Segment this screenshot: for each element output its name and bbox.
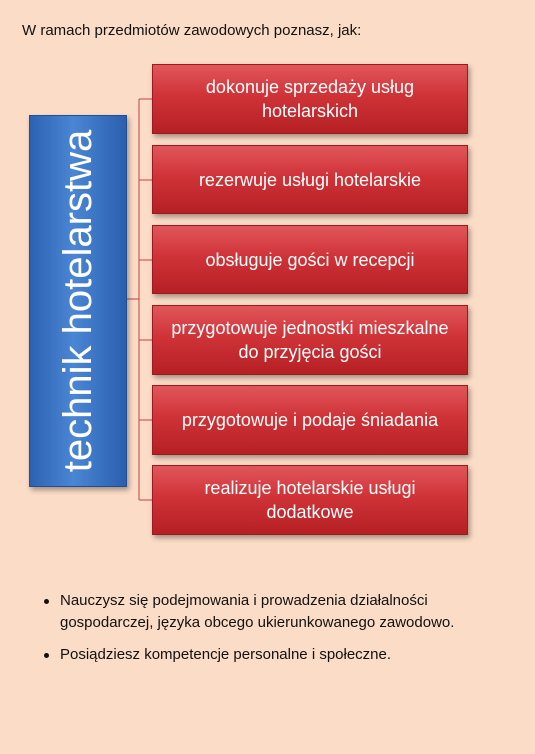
diagram-child-node-reservations: rezerwuje usługi hotelarskie bbox=[152, 145, 468, 214]
diagram-child-node-additional-services: realizuje hotelarskie usługi dodatkowe bbox=[152, 465, 468, 535]
diagram-child-node-rooms: przygotowuje jednostki mieszkalne do przyjęcia gości bbox=[152, 305, 468, 375]
bullet-item bbox=[44, 590, 514, 634]
diagram-child-node-reception: obsługuje gości w recepcji bbox=[152, 225, 468, 294]
bullet-list bbox=[44, 590, 514, 676]
bullet-icon bbox=[44, 653, 49, 658]
diagram-child-node-breakfast: przygotowuje i podaje śniadania bbox=[152, 385, 468, 455]
bullet-text: Posiądziesz kompetencje personalne i społeczne. bbox=[60, 646, 392, 663]
root-node-label: technik hotelarstwa bbox=[56, 129, 100, 473]
bullet-item bbox=[44, 644, 514, 666]
diagram-root-node bbox=[29, 115, 127, 487]
diagram-child-node-sales: dokonuje sprzedaży usług hotelarskich bbox=[152, 64, 468, 134]
intro-text: W ramach przedmiotów zawodowych poznasz, jak: bbox=[22, 22, 362, 39]
bullet-icon bbox=[44, 599, 49, 604]
bullet-text: Nauczysz się podejmowania i prowadzenia działalności gospodarczej, języka obcego ukierunkowanego zawodowo. bbox=[60, 592, 455, 631]
